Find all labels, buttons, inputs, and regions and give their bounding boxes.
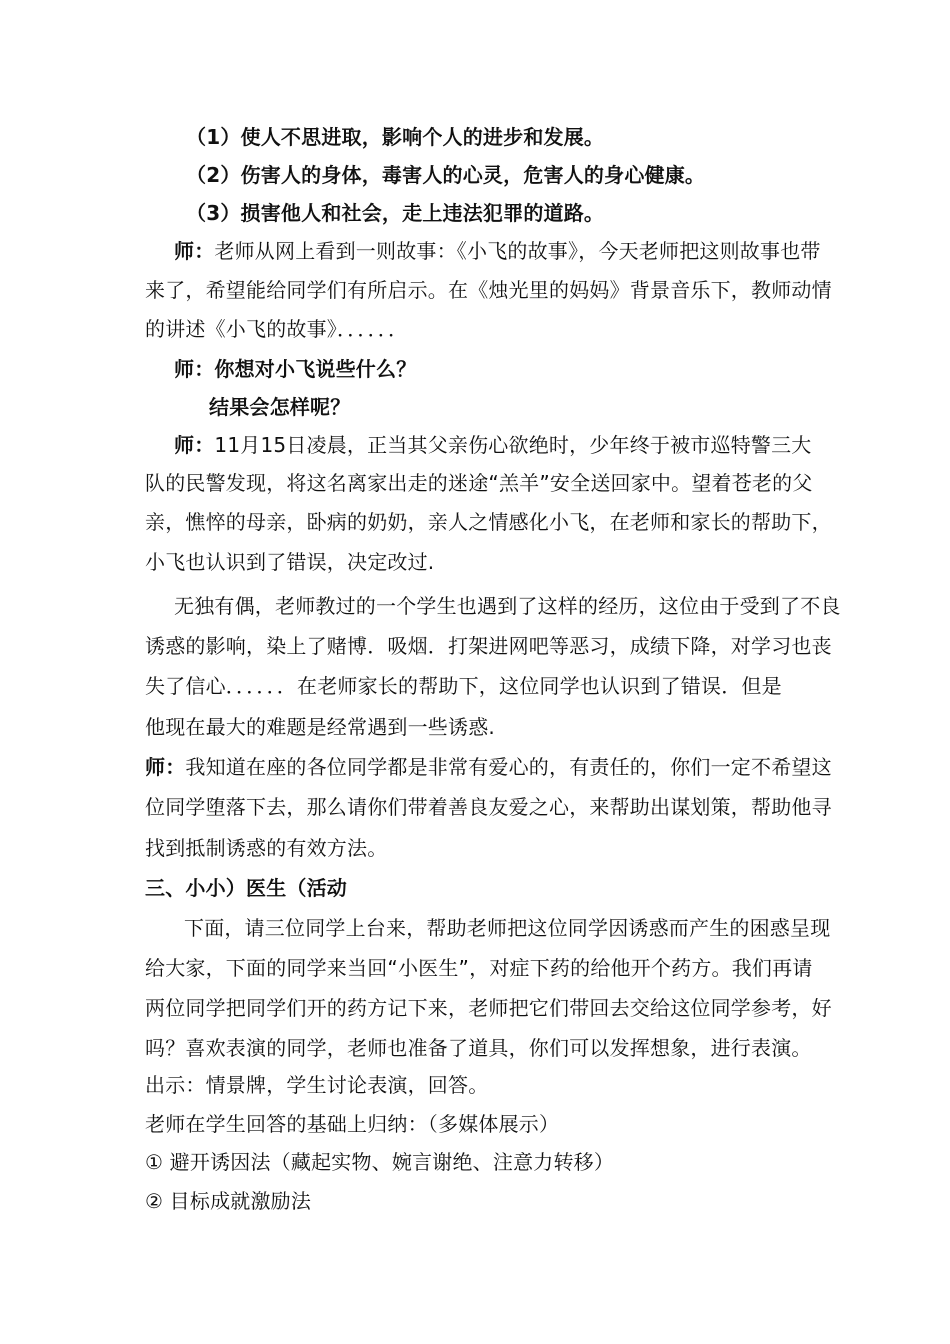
summary-line: 老师在学生回答的基础上归纳：（多媒体展示） (145, 1112, 560, 1136)
teacher-paragraph-3-line-3: 找到抵制诱惑的有效方法。 (145, 836, 388, 860)
teacher-paragraph-2-line-3: 亲，憔悴的母亲，卧病的奶奶，亲人之情感化小飞，在老师和家长的帮助下， (145, 510, 832, 534)
method-item-2: ② 目标成就激励法 (145, 1189, 312, 1213)
activity-paragraph-line-2: 给大家，下面的同学来当回“小医生”，对症下药的给他开个药方。我们再请 (145, 956, 813, 980)
point-3: （3）损害他人和社会，走上违法犯罪的道路。 (186, 201, 605, 225)
activity-paragraph-line-4: 吗？喜欢表演的同学，老师也准备了道具，你们可以发挥想象，进行表演。 (145, 1036, 812, 1060)
teacher-paragraph-2-line-1 (174, 431, 812, 459)
activity-paragraph-line-1: 下面，请三位同学上台来，帮助老师把这位同学因诱惑而产生的困惑呈现 (184, 916, 831, 940)
teacher-paragraph-1-line-3: 的讲述《小飞的故事》．．．．．． (145, 317, 409, 341)
display-line: 出示：情景牌，学生讨论表演，回答。 (145, 1073, 489, 1097)
story-paragraph-line-3: 失了信心．．．．．．在老师家长的帮助下，这位同学也认识到了错误．但是 (145, 674, 782, 698)
speaker-label: 师： (145, 755, 186, 779)
paragraph-text: 11月15日凌晨，正当其父亲伤心欲绝时，少年终于被市巡特警三大 (214, 433, 812, 457)
paragraph-text: 老师从网上看到一则故事：《小飞的故事》，今天老师把这则故事也带 (214, 239, 821, 263)
teacher-paragraph-1-line-2: 来了，希望能给同学们有所启示。在《烛光里的妈妈》背景音乐下，教师动情 (145, 278, 832, 302)
teacher-paragraph-1-line-1 (174, 237, 821, 265)
teacher-paragraph-2-line-4: 小飞也认识到了错误，决定改过. (145, 550, 435, 574)
teacher-paragraph-3-line-1 (145, 753, 832, 781)
paragraph-text: 我知道在座的各位同学都是非常有爱心的，有责任的，你们一定不希望这 (185, 755, 832, 779)
activity-paragraph-line-3: 两位同学把同学们开的药方记下来，老师把它们带回去交给这位同学参考，好 (145, 996, 832, 1020)
question-2: 结果会怎样呢？ (209, 395, 351, 419)
question-1: 师：你想对小飞说些什么？ (174, 357, 417, 381)
point-1: （1）使人不思进取，影响个人的进步和发展。 (186, 125, 605, 149)
speaker-label: 师： (174, 239, 215, 263)
story-paragraph-line-4: 他现在最大的难题是经常遇到一些诱惑. (145, 715, 495, 739)
speaker-label: 师： (174, 433, 215, 457)
story-paragraph-line-2: 诱惑的影响，染上了赌博．吸烟．打架进网吧等恶习，成绩下降，对学习也丧 (145, 634, 832, 658)
method-item-1: ① 避开诱因法（藏起实物、婉言谢绝、注意力转移） (145, 1150, 615, 1174)
teacher-paragraph-3-line-2: 位同学堕落下去，那么请你们带着善良友爱之心，来帮助出谋划策，帮助他寻 (145, 795, 832, 819)
story-paragraph-line-1: 无独有偶，老师教过的一个学生也遇到了这样的经历，这位由于受到了不良 (174, 594, 841, 618)
teacher-paragraph-2-line-2: 队的民警发现，将这名离家出走的迷途“羔羊”安全送回家中。望着苍老的父 (145, 471, 813, 495)
section-heading: 三、小小）医生（活动 (145, 876, 347, 900)
point-2: （2）伤害人的身体，毒害人的心灵，危害人的身心健康。 (186, 163, 706, 187)
